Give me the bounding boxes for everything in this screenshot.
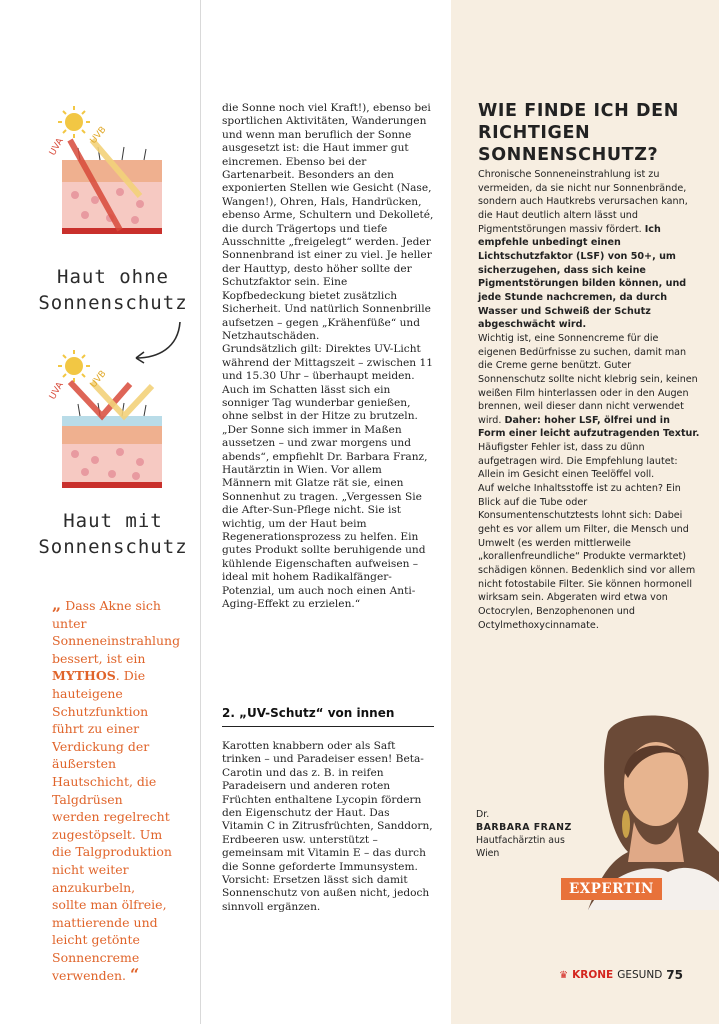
quote-highlight: MYTHOS	[52, 668, 116, 684]
quote-close-mark: “	[130, 965, 140, 985]
info-text-bold: Ich empfehle unbedingt einen Lichtschutzfaktor (LSF) von 50+, um sicherzugehen, dass sich keine Pigmentstörungen bilden können, und jede Stunde nachcremen, da durch Wasser und Schweiß der Schutz abgeschwächt wird.	[478, 223, 687, 331]
uva-label: UVA	[47, 380, 66, 402]
sun-icon	[58, 350, 90, 382]
info-box-title: WIE FINDE ICH DEN RICHTIGEN SONNENSCHUTZ?	[478, 101, 679, 165]
middle-column-section	[222, 740, 434, 914]
middle-column-text	[222, 102, 434, 611]
uva-label: UVA	[47, 136, 66, 158]
info-box-body	[478, 168, 700, 632]
crown-icon: ♛	[559, 969, 569, 981]
info-paragraph: Auf welche Inhaltsstoffe ist zu achten? Ein Blick auf die Tube oder Konsumentenschutztests lohnt sich: Dabei geht es vor allem um Filter, die Mensch und Umwelt (es werden mittlerweile „korallenfreundliche“ Produkte vermarktet) schädigen können. Bedenklich sind vor allem nicht fotostabile Filter. Sie können hormonell wirksam sein. Abgeraten wird etwa von Octocrylen, Benzophenonen und Octylmethoxycinnamate.	[478, 483, 696, 631]
expert-caption	[476, 808, 576, 860]
info-paragraph	[478, 168, 700, 332]
section-heading: 2. „UV-Schutz“ von innen	[222, 706, 434, 727]
footer-brand: KRONE	[572, 969, 614, 981]
expert-title: Dr.	[476, 809, 490, 820]
info-text: Chronische Sonneneinstrahlung ist zu vermeiden, da sie nicht nur Sonnenbrände, sondern auch Hautkrebs verursachen kann, die Haut deutlich altern lässt und Pigmentstörungen massiv fördert.	[478, 169, 688, 235]
page-number: 75	[666, 968, 683, 982]
expert-name: BARBARA FRANZ	[476, 822, 572, 833]
quote-text-start: Dass Akne sich unter Sonneneinstrahlung bessert, ist ein	[52, 598, 181, 666]
pull-quote	[52, 595, 181, 985]
body-paragraph: die Sonne noch viel Kraft!), ebenso bei sportlichen Aktivitäten, Wanderungen und wenn man beruflich der Sonne ausgesetzt ist: die Haut immer gut eincremen. Ebenso bei der Gartenarbeit. Besonders an den exponierten Stellen wie Gesicht (Nase, Wangen!), Ohren, Hals, Handrücken, ebenso Arme, Schultern und Dekolleté, die durch Trägertops und tiefe Ausschnitte „freigelegt“ werden. Jeder Sonnenbrand ist einer zu viel. Je heller der Hauttyp, desto höher sollte der Schutzfaktor sein. Eine Kopfbedeckung bietet zusätzlich Sicherheit. Und natürlich Sonnenbrille aufsetzen – gegen „Krähenfüße“ und Netzhautschäden.	[222, 102, 434, 342]
info-text: Häufigster Fehler ist, dass zu dünn aufgetragen wird. Die Empfehlung lautet: Allein im Gesicht einen Teelöffel voll.	[478, 442, 678, 481]
info-text: Wichtig ist, eine Sonnencreme für die eigenen Bedürfnisse zu suchen, damit man die Creme gerne benützt. Guter Sonnenschutz sollte nicht klebrig sein, keinen weißen Film hinterlassen oder in den Augen brennen, weil dieser dann nicht verwendet wird.	[478, 332, 698, 426]
uvb-label: UVB	[88, 369, 109, 390]
info-text-bold: Daher: hoher LSF, ölfrei und in Form einer leicht aufzutragenden Textur.	[478, 414, 700, 440]
skin-with-sunscreen-illustration	[40, 344, 170, 504]
column-divider	[200, 0, 201, 1024]
left-column	[0, 0, 200, 1024]
footer-section: GESUND	[617, 969, 663, 981]
info-paragraph	[478, 332, 700, 482]
sun-icon	[58, 106, 90, 138]
quote-text-end: . Die hauteigene Schutzfunktion führt zu einer Verdickung der äußersten Hautschicht, die Talgdrüsen werden regelrecht zugestöpselt. Um die Talgproduktion nicht weiter anzukurbeln, sollte man ölfreie, mattierende und leicht getönte Sonnencreme verwenden.	[52, 668, 172, 984]
skin-without-sunscreen-illustration	[40, 100, 170, 260]
body-paragraph: Grundsätzlich gilt: Direktes UV-Licht während der Mittagszeit – zwischen 11 und 15.30 Uhr – überhaupt meiden. Auch im Schatten lässt sich ein sonniger Tag wunderbar genießen, ohne selbst in der Hitze zu brutzeln. „Der Sonne sich immer in Maßen aussetzen – und zwar morgens und abends“, empfiehlt Dr. Barbara Franz, Hautärztin in Wien. Vor allem Männern mit Glatze rät sie, einen Sonnenhut zu tragen. „Vergessen Sie die After-Sun-Pflege nicht. Sie ist wichtig, um der Haut beim Regenerationsprozess zu helfen. Ein gutes Produkt sollte beruhigende und kühlende Eigenschaften aufweisen – ideal mit hohem Radikalfänger-Potenzial, um auch noch einen Anti-Aging-Effekt zu erzielen.“	[222, 343, 433, 611]
page-footer	[559, 968, 683, 982]
uvb-label: UVB	[88, 125, 109, 146]
body-paragraph: Karotten knabbern oder als Saft trinken – und Paradeiser essen! Beta-Carotin und das z. B. in reifen Paradeisern und anderen roten Früchten enthaltene Lycopin fördern den Eigenschutz der Haut. Das Vitamin C in Zitrusfrüchten, Sanddorn, Erdbeeren usw. unterstützt – gemeinsam mit Vitamin E – das durch die Sonne geforderte Immunsystem. Vorsicht: Ersetzen lässt sich damit Sonnenschutz von außen nicht, jedoch sinnvoll ergänzen.	[222, 740, 433, 913]
illustration-caption-without: Haut ohne Sonnenschutz	[38, 266, 188, 314]
illustration-caption-with: Haut mit Sonnenschutz	[38, 510, 188, 558]
expertin-badge: EXPERTIN	[561, 878, 662, 900]
quote-open-mark: „	[52, 595, 62, 614]
expert-role: Hautfachärztin aus Wien	[476, 835, 565, 859]
